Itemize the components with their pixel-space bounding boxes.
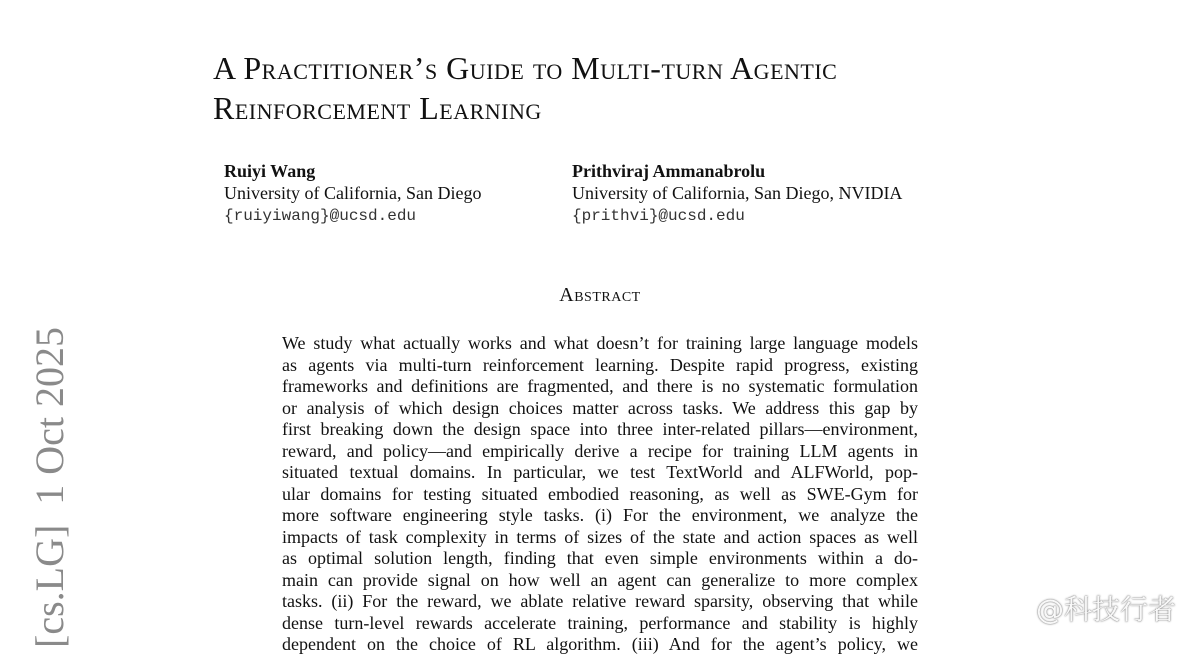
- title-line-2: Reinforcement Learning: [213, 90, 542, 126]
- author-email: {prithvi}@ucsd.edu: [572, 207, 745, 225]
- abstract-line: as agents via multi-turn reinforcement learning. Despite rapid progress, existing: [282, 354, 918, 375]
- abstract-body: [282, 333, 918, 656]
- abstract-line: reward, and policy—and empirically derive a recipe for training LLM agents in: [282, 440, 918, 461]
- watermark-text: @科技行者: [1035, 593, 1176, 626]
- abstract-line: dependent on the choice of RL algorithm. (iii) And for the agent’s policy, we: [282, 634, 918, 654]
- abstract-line: ular domains for testing situated embodied reasoning, as well as SWE-Gym for: [282, 483, 918, 504]
- author-email: {ruiyiwang}@ucsd.edu: [224, 207, 417, 225]
- author-affiliation: University of California, San Diego, NVIDIA: [572, 183, 903, 203]
- author-block-2: [572, 160, 902, 228]
- abstract-line: frameworks and definitions are fragmented, and there is no systematic formulation: [282, 376, 918, 396]
- abstract-line: dense turn-level rewards accelerate training, performance and stability is highly: [282, 612, 918, 633]
- title-line-1: A Practitioner’s Guide to Multi-turn Agentic: [213, 50, 838, 86]
- paper-title: [213, 48, 1033, 128]
- author-name: Prithviraj Ammanabrolu: [572, 161, 766, 181]
- abstract-line: or analysis of which design choices matter across tasks. We address this gap by: [282, 397, 918, 418]
- abstract-line: tasks. (ii) For the reward, we ablate relative reward sparsity, observing that while: [282, 591, 918, 611]
- abstract-line: as optimal solution length, finding that even simple environments within a do-: [282, 548, 918, 568]
- author-block-1: [224, 160, 481, 228]
- abstract-line: more software engineering style tasks. (i) For the environment, we analyze the: [282, 505, 918, 525]
- abstract-line: We study what actually works and what doesn’t for training large language models: [282, 333, 918, 353]
- author-name: Ruiyi Wang: [224, 161, 316, 181]
- abstract-line: first breaking down the design space into three inter-related pillars—environment,: [282, 419, 918, 439]
- watermark: [1002, 588, 1176, 628]
- abstract-line: impacts of task complexity in terms of sizes of the state and action spaces as well: [282, 526, 918, 547]
- abstract-line: situated textual domains. In particular, we test TextWorld and ALFWorld, pop-: [282, 462, 918, 482]
- weibo-logo-icon: [1002, 593, 1032, 623]
- abstract-line: main can provide signal on how well an agent can generalize to more complex: [282, 569, 918, 590]
- arxiv-stamp: [cs.LG] 1 Oct 2025: [27, 326, 72, 648]
- abstract-heading: Abstract: [559, 284, 641, 306]
- author-affiliation: University of California, San Diego: [224, 183, 482, 203]
